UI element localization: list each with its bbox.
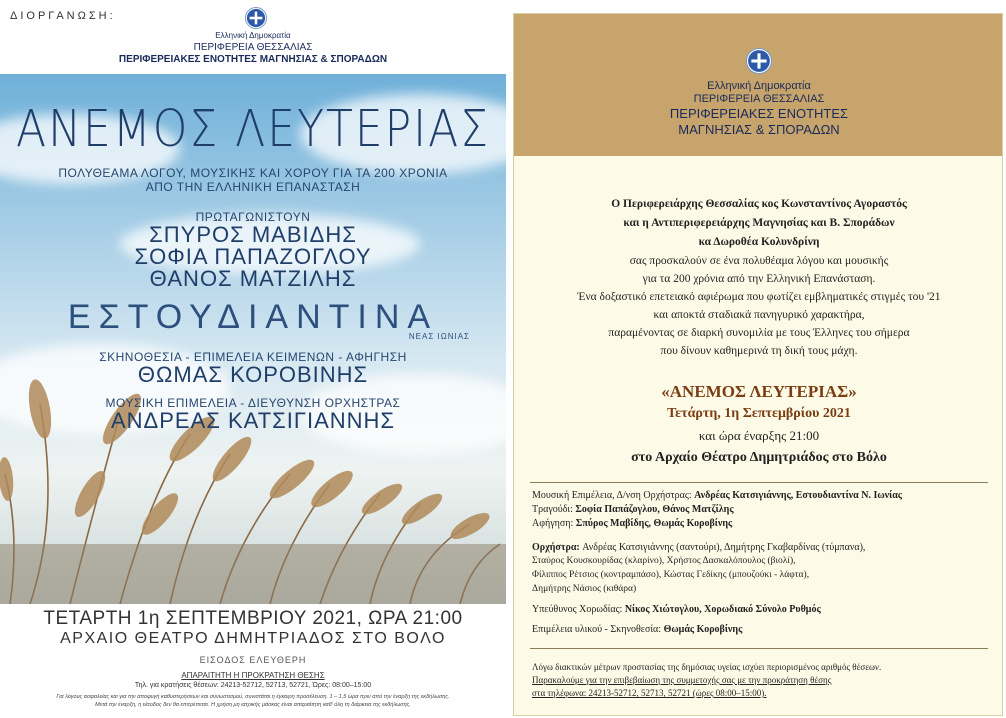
fine-print-line2: Μετά την έναρξη, η είσοδος δεν θα επιτρέπεται. Η χρήση μη ιατρικής μάσκας είναι απαραίτητη καθ' όλη τη διάρκεια της εκδήλωσης. (95, 702, 411, 708)
reservation-phones: Τηλ. για κρατήσεις θέσεων: 24213-52712, 52713, 52721, Ώρες: 08:00–15:00 (134, 682, 372, 689)
estudiantina-subtitle: ΝΕΑΣ ΙΩΝΙΑΣ (408, 332, 470, 341)
org-line-units: ΠΕΡΙΦΕΡΕΙΑΚΕΣ ΕΝΟΤΗΤΕΣ ΜΑΓΝΗΣΙΑΣ & ΣΠΟΡΑΔΩΝ (118, 54, 388, 65)
free-entry-label: ΕΙΣΟΔΟΣ ΕΛΕΥΘΕΡΗ (199, 655, 307, 665)
organizer-label: ΔΙΟΡΓΑΝΩΣΗ: (10, 10, 116, 22)
header-units: ΠΕΡΙΦΕΡΕΙΑΚΕΣ ΕΝΟΤΗΤΕΣ (669, 106, 849, 121)
credit-music-value: Ανδρέας Κατσιγιάννης, Εστουδιαντίνα Ν. Ιωνίας (694, 490, 903, 501)
credit-choir-value: Νίκος Χιώτογλου, Χορωδιακό Σύνολο Ρυθμός (624, 604, 821, 615)
note-line1: Λόγω διακτικών μέτρων προστασίας της δημόσιας υγείας ισχύει περιορισμένος αριθμός θέσεων. (532, 662, 882, 672)
event-title: «ΑΝΕΜΟΣ ΛΕΥΤΕΡΙΑΣ» (661, 382, 857, 401)
body-line-6: Ένα δοξαστικό επετειακό αφιέρωμα που φωτίζει εμβληματικές στιγμές του '21 (577, 291, 941, 303)
credit-orchestra (532, 542, 992, 553)
fine-print (6, 693, 500, 709)
poster-subtitle-line2: ΑΠΟ ΤΗΝ ΕΛΛΗΝΙΚΗ ΕΠΑΝΑΣΤΑΣΗ (145, 180, 361, 194)
credit-orchestra-label: Ορχήστρα: (532, 542, 583, 553)
credit-narration-value: Σπύρος Μαβίδης, Θωμάς Κοροβίνης (575, 518, 733, 529)
estudiantina-logo: ΕΣΤΟΥΔΙΑΝΤΙΝΑ (67, 298, 439, 336)
credit-choir (532, 604, 992, 615)
credit-music-label: Μουσική Επιμέλεια, Δ/νση Ορχήστρας: (532, 490, 695, 501)
poster-sky-background (0, 74, 506, 604)
credit-orchestra-line1: Ανδρέας Κατσιγιάννης (σαντούρι), Δημήτρης Γκαβαρδίνας (τύμπανα), (582, 542, 866, 553)
divider-bottom (530, 648, 988, 649)
credit-choir-label: Υπεύθυνος Χορωδίας: (532, 604, 625, 615)
fine-print-line1: Για λόγους ασφαλείας και για την αποφυγή καθυστερήσεων και συνωστισμού, συνιστάται η έγκαιρη προσέλευση. 1 – 1,5 ώρα πριν από την έναρξη της εκδήλωσης. (56, 694, 450, 700)
body-line-9: που δίνουν καθημερινά τη δική τους μάχη. (660, 345, 858, 357)
cast-member-2: ΣΟΦΙΑ ΠΑΠΑΖΟΓΛΟΥ (134, 244, 372, 269)
credit-material (532, 624, 992, 635)
body-line-5: για τα 200 χρόνια από την Ελληνική Επανάσταση. (642, 273, 876, 285)
credit-music (532, 490, 992, 501)
reservation-required: ΑΠΑΡΑΙΤΗΤΗ Η ΠΡΟΚΡΑΤΗΣΗ ΘΕΣΗΣ (181, 671, 325, 680)
poster-date: ΤΕΤΑΡΤΗ 1η ΣΕΠΤΕΜΒΡΙΟΥ 2021, ΩΡΑ 21:00 (43, 608, 463, 629)
poster-title: ΑΝΕΜΟΣ ΛΕΥΤΕΡΙΑΣ (15, 100, 491, 159)
poster-footer (0, 604, 506, 718)
cast-label: ΠΡΩΤΑΓΩΝΙΣΤΟΥΝ (195, 210, 311, 224)
invitation-header (514, 14, 1003, 156)
invitation-card (513, 13, 1003, 716)
body-line-2: και η Αντιπεριφερειάρχης Μαγνησίας και Β. Σποράδων (623, 217, 895, 229)
event-venue: στο Αρχαίο Θέατρο Δημητριάδος στο Βόλο (631, 450, 887, 465)
credit-singing-label: Τραγούδι: (532, 504, 576, 515)
poster-venue: ΑΡΧΑΙΟ ΘΕΑΤΡΟ ΔΗΜΗΤΡΙΑΔΟΣ ΣΤΟ ΒΟΛΟ (60, 630, 446, 647)
body-line-1: Ο Περιφερειάρχης Θεσσαλίας κος Κωνσταντίνος Αγοραστός (611, 198, 907, 210)
credit-orchestra-line4: Δημήτρης Νάσιος (κιθάρα) (532, 584, 637, 594)
header-units-names: ΜΑΓΝΗΣΙΑΣ & ΣΠΟΡΑΔΩΝ (678, 122, 840, 137)
credit-orchestra-line2: Σταύρος Κουσκουρίδας (κλαρίνο), Χρήστος Δασκαλόπουλος (βιολί), (532, 556, 796, 566)
org-line-region: ΠΕΡΙΦΕΡΕΙΑ ΘΕΣΣΑΛΙΑΣ (193, 42, 313, 53)
note-line2: Παρακαλούμε για την επιβεβαίωση της συμμετοχής σας με την προκράτηση θέσης (532, 675, 832, 685)
event-date: Τετάρτη, 1η Σεπτεμβρίου 2021 (667, 406, 851, 421)
direction-label: ΣΚΗΝΟΘΕΣΙΑ - ΕΠΙΜΕΛΕΙΑ ΚΕΙΜΕΝΩΝ - ΑΦΗΓΗΣΗ (99, 350, 407, 364)
header-region: ΠΕΡΙΦΕΡΕΙΑ ΘΕΣΣΑΛΙΑΣ (693, 93, 825, 105)
credit-material-label: Επιμέλεια υλικού - Σκηνοθεσία: (532, 624, 664, 635)
credit-singing (532, 504, 992, 515)
poster-subtitle-line1: ΠΟΛΥΘΕΑΜΑ ΛΟΓΟΥ, ΜΟΥΣΙΚΗΣ ΚΑΙ ΧΟΡΟΥ ΓΙΑ ΤΑ 200 ΧΡΟΝΙΑ (58, 166, 448, 180)
body-line-3: κα Δωροθέα Κολυνδρίνη (698, 236, 820, 248)
body-line-4: σας προσκαλούν σε ένα πολυθέαμα λόγου και μουσικής (629, 255, 889, 267)
cast-member-1: ΣΠΥΡΟΣ ΜΑΒΙΔΗΣ (149, 222, 357, 247)
greek-coat-of-arms-icon (746, 48, 772, 74)
poster-organizer-header (0, 0, 506, 74)
divider-top (530, 482, 988, 483)
body-line-8: παραμένοντας σε διαρκή συνομιλία με τους Έλληνες του σήμερα (608, 327, 910, 339)
credit-material-value: Θωμάς Κοροβίνης (663, 624, 743, 635)
credit-narration (532, 518, 992, 529)
body-line-7: και αποκτά σταδιακά πανηγυρικό χαρακτήρα, (653, 309, 865, 321)
music-label: ΜΟΥΣΙΚΗ ΕΠΙΜΕΛΕΙΑ - ΔΙΕΥΘΥΝΣΗ ΟΡΧΗΣΤΡΑΣ (105, 396, 401, 410)
credit-orchestra-line3: Φίλιππος Ρέτσιος (κοντραμπάσο), Κώστας Γεδίκης (μπουζούκι - λάφτα), (532, 570, 810, 580)
note-line3: στα τηλέφωνα: 24213-52712, 52713, 52721 (ώρες 08:00–15:00). (532, 688, 767, 698)
header-republic: Ελληνική Δημοκρατία (707, 80, 811, 92)
music-director-name: ΑΝΔΡΕΑΣ ΚΑΤΣΙΓΙΑΝΝΗΣ (110, 408, 396, 433)
credit-narration-label: Αφήγηση: (532, 518, 576, 529)
cast-member-3: ΘΑΝΟΣ ΜΑΤΖΙΛΗΣ (149, 266, 357, 291)
director-name: ΘΩΜΑΣ ΚΟΡΟΒΙΝΗΣ (137, 362, 369, 387)
greek-coat-of-arms-icon (245, 7, 267, 29)
credit-singing-value: Σοφία Παπάζογλου, Θάνος Ματζίλης (575, 504, 734, 515)
event-time: και ώρα έναρξης 21:00 (698, 428, 820, 443)
org-line-republic: Ελληνική Δημοκρατία (215, 31, 291, 40)
